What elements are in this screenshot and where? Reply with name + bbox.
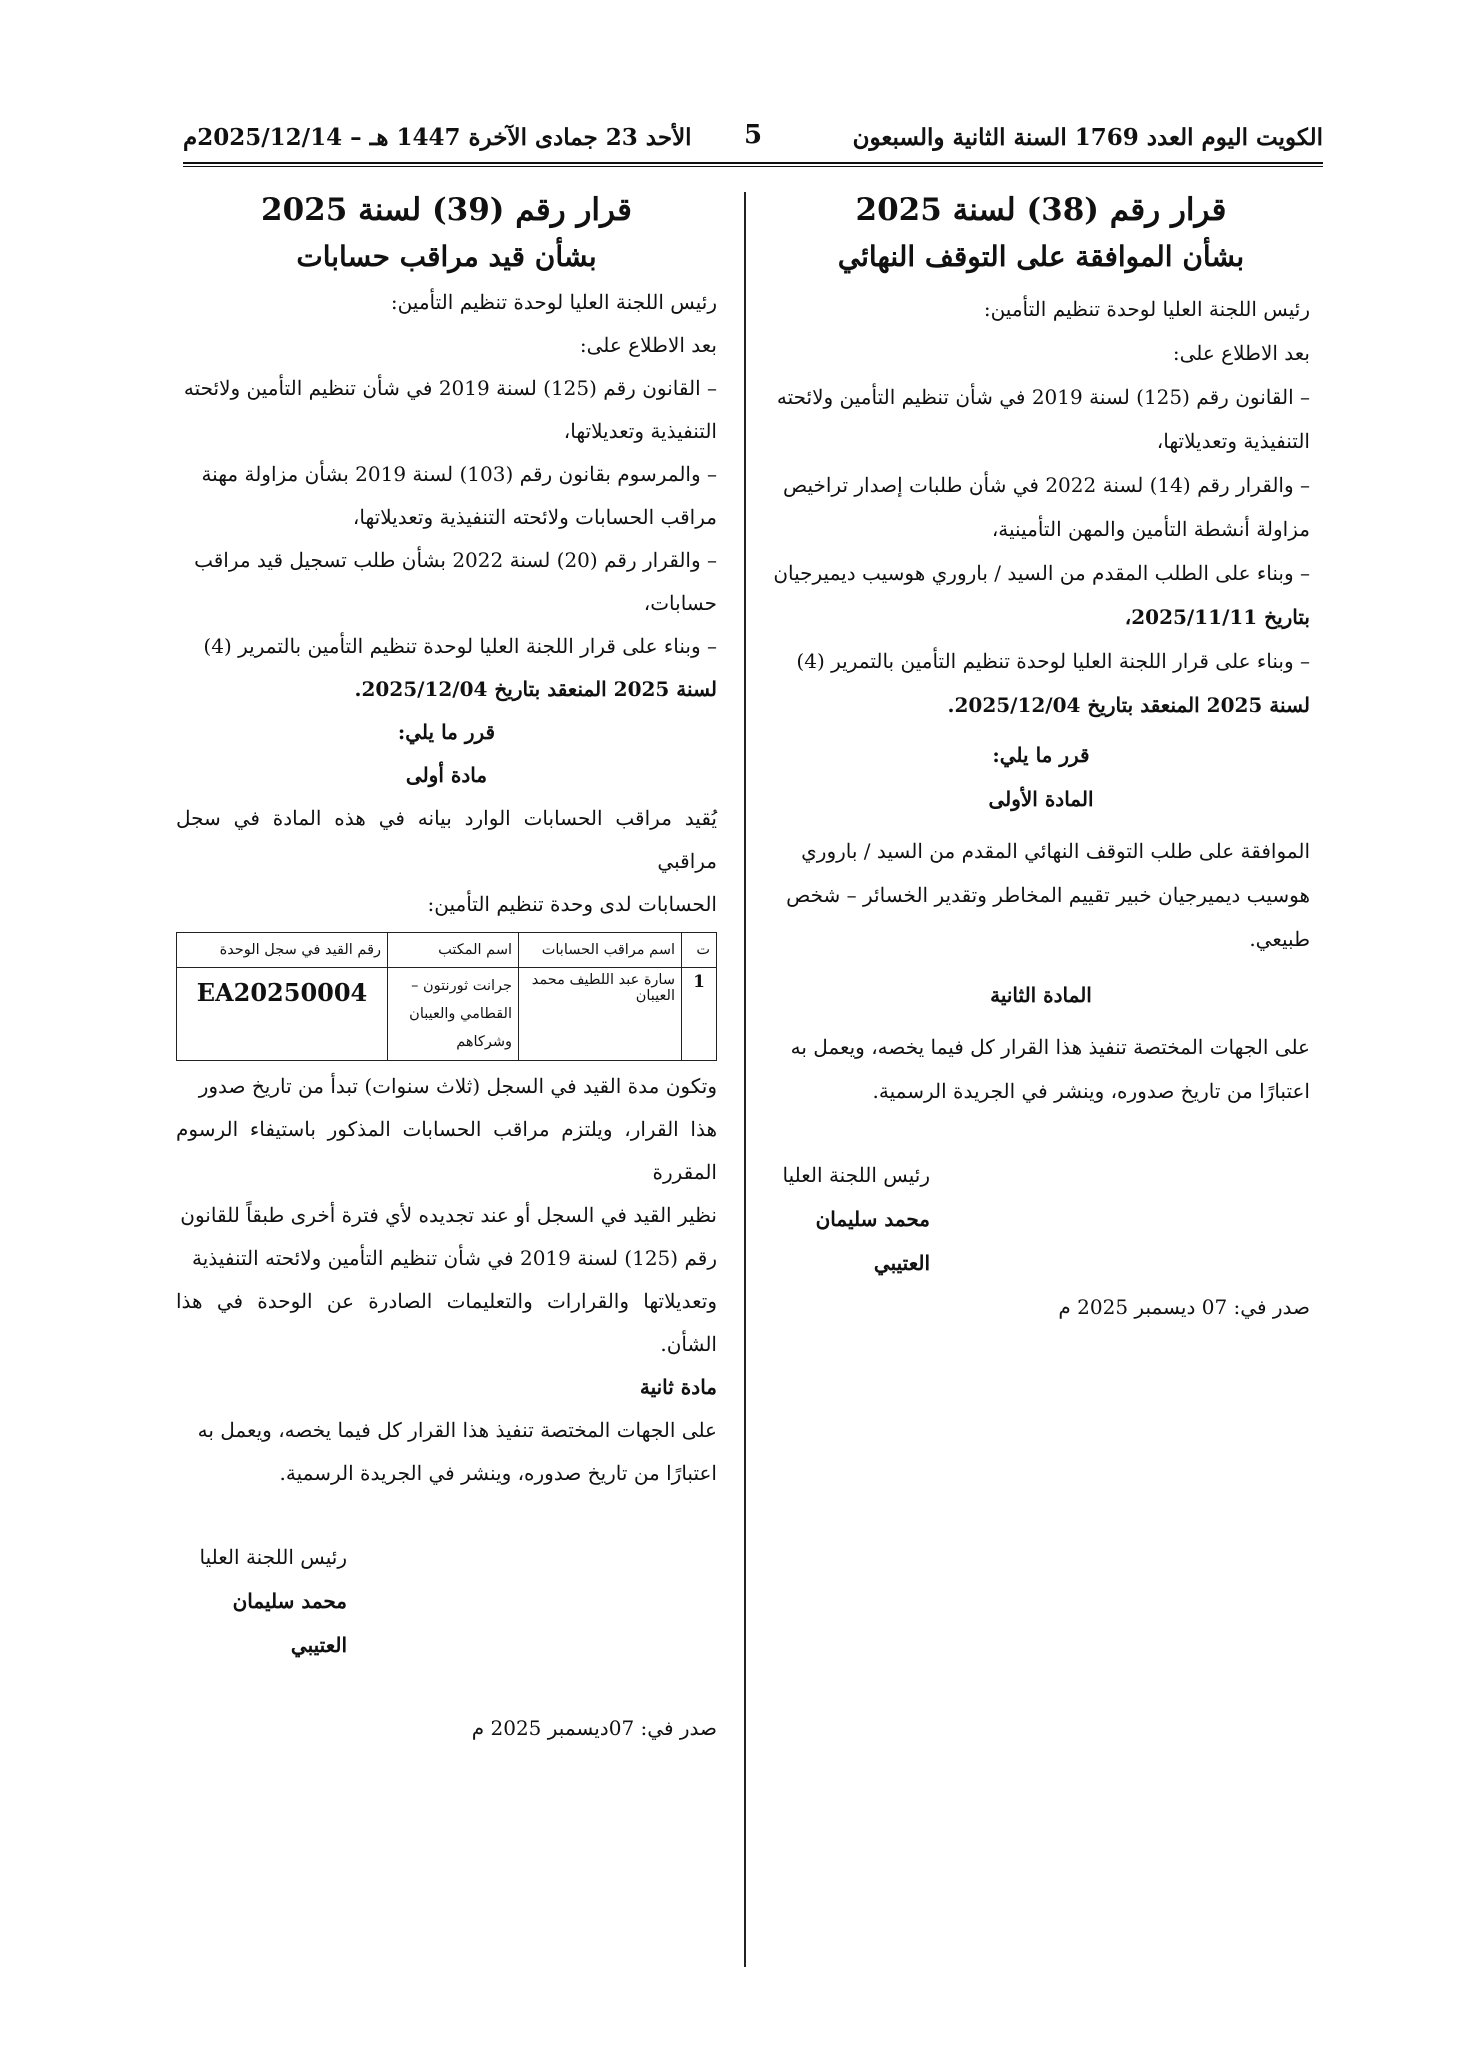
table-row [177,968,717,1061]
table-header-row [177,933,717,968]
article-2-heading: المادة الثانية [990,983,1092,1007]
signatory-name: محمد سليمان العتيبي [232,1589,347,1657]
preamble-line: بعد الاطلاع على: [1172,341,1310,365]
article-line: على الجهات المختصة تنفيذ هذا القرار كل فيما يخصه، ويعمل به [197,1418,717,1442]
preamble-line: – وبناء على قرار اللجنة العليا لوحدة تنظيم التأمين بالتمرير (4) [203,634,717,658]
article-line: الموافقة على طلب التوقف النهائي المقدم من السيد / باروري [801,839,1310,863]
col-header-reg-no: رقم القيد في سجل الوحدة [177,933,388,968]
decision-39 [176,192,717,1750]
preamble-line: لسنة 2025 المنعقد بتاريخ 2025/12/04. [947,693,1310,717]
issue-date: الأحد 23 جمادى الآخرة 1447 هـ – 2025/12/14م [183,124,692,151]
article-1-heading: المادة الأولى [988,787,1094,811]
article-line: الحسابات لدى وحدة تنظيم التأمين: [427,892,717,916]
article-line: اعتبارًا من تاريخ صدوره، وينشر في الجريدة الرسمية. [279,1461,717,1485]
terms-line: رقم (125) لسنة 2019 في شأن تنظيم التأمين ولائحته التنفيذية [192,1246,717,1270]
decision-38-preamble [772,287,1310,727]
preamble-line: بتاريخ 2025/11/11، [1124,605,1310,629]
preamble-line: – والقرار رقم (14) لسنة 2022 في شأن طلبات إصدار تراخيص [782,473,1310,497]
decision-39-title: قرار رقم (39) لسنة 2025 [261,192,632,228]
cell-no: 1 [682,968,717,1061]
preamble-line: – والقرار رقم (20) لسنة 2022 بشأن طلب تسجيل قيد مراقب [194,548,717,572]
article-2-heading: مادة ثانية [639,1375,717,1399]
cell-reg-no: EA20250004 [177,968,388,1061]
terms-line: وتكون مدة القيد في السجل (ثلاث سنوات) تبدأ من تاريخ صدور [198,1074,717,1098]
resolved-heading: قرر ما يلي: [397,720,496,744]
article-line: اعتبارًا من تاريخ صدوره، وينشر في الجريدة الرسمية. [872,1079,1310,1103]
terms-line: هذا القرار، ويلتزم مراقب الحسابات المذكور باستيفاء الرسوم المقررة [176,1117,717,1184]
article-line: يُقيد مراقب الحسابات الوارد بيانه في هذه المادة في سجل مراقبي [176,806,717,873]
issue-date-line: صدر في: 07 ديسمبر 2025 م [1058,1295,1310,1319]
column-divider [744,192,746,1967]
terms-line: نظير القيد في السجل أو عند تجديده لأي فترة أخرى طبقاً للقانون [180,1203,717,1227]
preamble-line: التنفيذية وتعديلاتها، [563,419,717,443]
header-rule [183,162,1323,164]
resolved-heading: قرر ما يلي: [992,743,1090,767]
decision-38-title: قرار رقم (38) لسنة 2025 [855,192,1227,228]
preamble-line: رئيس اللجنة العليا لوحدة تنظيم التأمين: [983,297,1310,321]
decision-39-subtitle: بشأن قيد مراقب حسابات [296,240,597,273]
decision-39-preamble [176,281,717,711]
cell-office: جرانت ثورنتون – القطامي والعيبان وشركاهم [388,968,519,1061]
article-2-body [772,1025,1310,1113]
signature-block [176,1535,717,1667]
preamble-line: رئيس اللجنة العليا لوحدة تنظيم التأمين: [390,290,717,314]
col-header-auditor: اسم مراقب الحسابات [519,933,682,968]
signature-block [772,1153,1310,1285]
cell-auditor: سارة عبد اللطيف محمد العيبان [519,968,682,1061]
article-1-body [772,829,1310,961]
terms-line: وتعديلاتها والقرارات والتعليمات الصادرة عن الوحدة في هذا الشأن. [176,1289,717,1356]
article-line: هوسيب ديميرجيان خبير تقييم المخاطر وتقدير الخسائر – شخص [786,883,1310,907]
preamble-line: لسنة 2025 المنعقد بتاريخ 2025/12/04. [354,677,717,701]
issue-date-line: صدر في: 07ديسمبر 2025 م [471,1716,717,1740]
article-line: على الجهات المختصة تنفيذ هذا القرار كل فيما يخصه، ويعمل به [790,1035,1310,1059]
col-header-no: ت [682,933,717,968]
gazette-issue: الكويت اليوم العدد 1769 السنة الثانية والسبعون [852,124,1323,151]
preamble-line: – وبناء على الطلب المقدم من السيد / باروري هوسيب ديميرجيان [773,561,1310,585]
article-line: طبيعي. [1249,927,1310,951]
preamble-line: – والمرسوم بقانون رقم (103) لسنة 2019 بشأن مزاولة مهنة [201,462,717,486]
preamble-line: – القانون رقم (125) لسنة 2019 في شأن تنظيم التأمين ولائحته [183,376,717,400]
page-header [183,118,1323,162]
signatory-title: رئيس اللجنة العليا [782,1163,930,1187]
col-header-office: اسم المكتب [388,933,519,968]
preamble-line: – القانون رقم (125) لسنة 2019 في شأن تنظيم التأمين ولائحته [776,385,1310,409]
auditor-table [176,932,717,1061]
preamble-line: – وبناء على قرار اللجنة العليا لوحدة تنظيم التأمين بالتمرير (4) [796,649,1310,673]
page-number: 5 [743,120,763,150]
preamble-line: بعد الاطلاع على: [579,333,717,357]
preamble-line: مزاولة أنشطة التأمين والمهن التأمينية، [991,517,1310,541]
decision-38 [772,192,1310,1329]
registration-terms [176,1065,717,1366]
signatory-name: محمد سليمان العتيبي [815,1207,930,1275]
article-1-heading: مادة أولى [405,763,488,787]
preamble-line: التنفيذية وتعديلاتها، [1156,429,1310,453]
preamble-line: حسابات، [643,591,717,615]
signatory-title: رئيس اللجنة العليا [199,1545,347,1569]
header-rule-thin [183,166,1323,167]
preamble-line: مراقب الحسابات ولائحته التنفيذية وتعديلاتها، [352,505,717,529]
decision-38-subtitle: بشأن الموافقة على التوقف النهائي [837,240,1245,273]
